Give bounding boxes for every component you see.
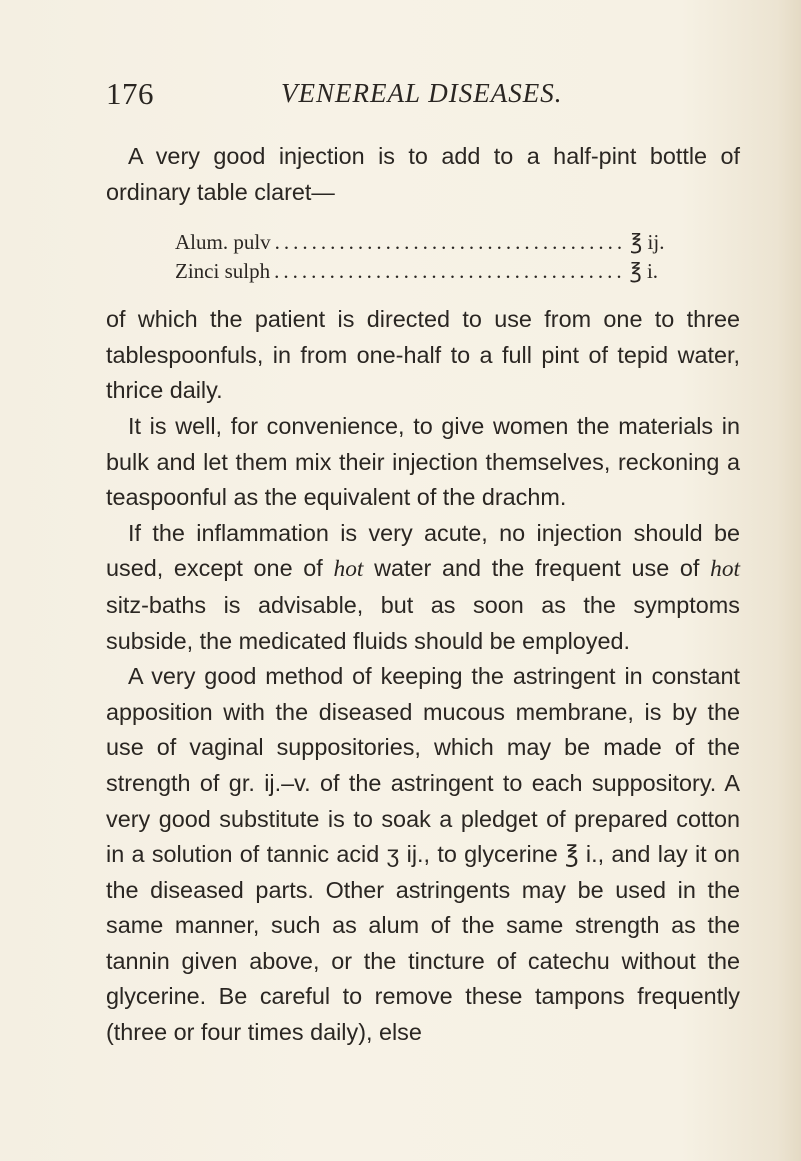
page-number: 176 xyxy=(106,76,154,111)
paragraph-inflammation xyxy=(106,516,740,659)
page-header xyxy=(106,76,726,116)
running-head: VENEREAL DISEASES. xyxy=(281,78,563,108)
text-run: sitz-baths is advisable, but as soon as the symptoms subside, the medicated fluids should be employed. xyxy=(106,591,740,654)
paragraph-dosage: of which the patient is directed to use from one to three tablespoonfuls, in from one-half to a full pint of tepid water, thrice daily. xyxy=(106,306,740,404)
recipe-line xyxy=(175,257,659,286)
recipe-line xyxy=(175,228,665,257)
recipe-leader-dots: ...................................... xyxy=(274,259,626,284)
recipe-quantity: ℥ ij. xyxy=(630,230,665,255)
paragraph-suppositories: A very good method of keeping the astringent in constant apposition with the diseased mucous membrane, is by the use of vaginal suppositories, which may be made of the strength of gr. ij.–v. of the astringent to each suppository. A very good substitute is to soak a pledget of prepared cotton in a solution of tannic acid ʒ ij., to glycerine ℥ i., and lay it on the diseased parts. Other astringents may be used in the same manner, such as alum of the same strength as the tannin given above, or the tincture of catechu without the glycerine. Be careful to remove these tampons frequently (three or four times daily), else xyxy=(106,663,740,1046)
paragraph-materials: It is well, for convenience, to give women the materials in bulk and let them mix their injection themselves, reckoning a teaspoonful as the equivalent of the drachm. xyxy=(106,412,740,511)
intro-paragraph: A very good injection is to add to a half-pint bottle of ordinary table claret— xyxy=(106,143,740,205)
text-run: water and the frequent use of xyxy=(363,555,711,582)
text-run: If the inflammation is very acute, no injection should be used, except one of xyxy=(106,519,740,582)
italic-hot: hot xyxy=(710,556,741,583)
recipe-leader-dots: ...................................... xyxy=(274,230,627,255)
body-text xyxy=(106,139,740,1051)
recipe-list xyxy=(106,228,740,286)
italic-hot: hot xyxy=(333,556,364,583)
recipe-ingredient: Zinci sulph xyxy=(175,259,271,284)
recipe-quantity: ℥ i. xyxy=(629,259,659,284)
recipe-ingredient: Alum. pulv xyxy=(175,230,271,255)
